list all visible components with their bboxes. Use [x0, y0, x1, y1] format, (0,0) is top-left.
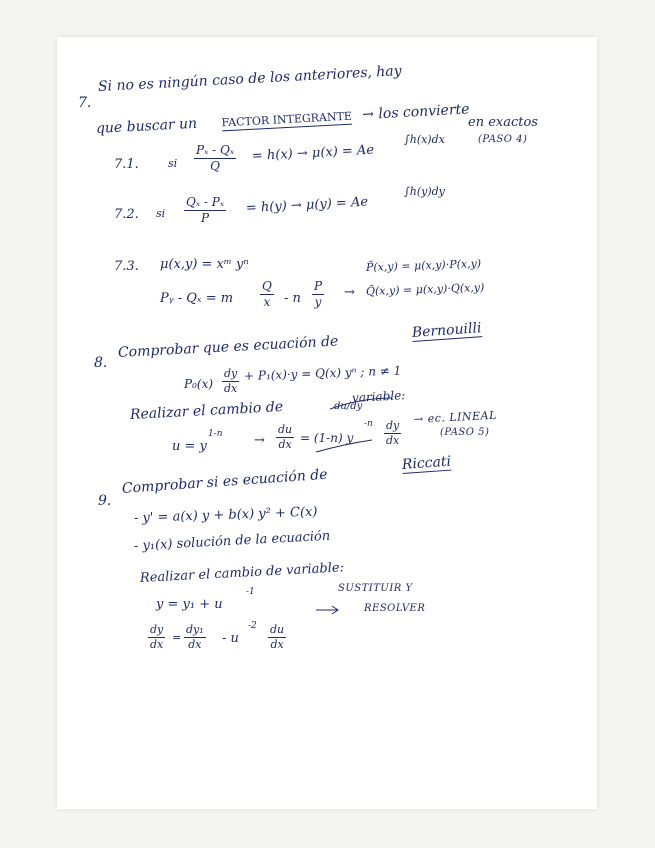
fraction-numerator: du: [278, 423, 293, 436]
annotation: du/dy: [334, 401, 363, 412]
formula-exponent: ∫h(x)dx: [404, 133, 445, 146]
subitem-label: 7.2.: [114, 207, 139, 222]
fraction-numerator: Qₓ - Pₓ: [186, 195, 225, 209]
fraction-denominator: dx: [224, 381, 238, 395]
item-number: 7.: [78, 95, 92, 111]
subitem-label: 7.3.: [114, 259, 139, 274]
formula: μ(x,y) = xᵐ yⁿ: [160, 257, 249, 272]
fraction-denominator: dx: [188, 637, 202, 651]
fraction-numerator: dy: [386, 419, 400, 432]
fraction-numerator: Pₓ - Qₓ: [196, 143, 235, 157]
fraction-denominator: dx: [270, 637, 284, 651]
underlined-term: FACTOR INTEGRANTE: [221, 109, 353, 130]
formula: + P₁(x)·y = Q(x) yⁿ ; n ≠ 1: [243, 363, 402, 383]
step-note: RESOLVER: [364, 603, 426, 614]
fraction-numerator: dy: [150, 623, 164, 636]
formula: Q̃(x,y) = μ(x,y)·Q(x,y): [365, 280, 485, 298]
fraction-numerator: P: [314, 279, 323, 293]
underlined-term: Riccati: [401, 453, 452, 473]
fraction-denominator: dx: [150, 637, 164, 651]
fraction-numerator: dy: [224, 367, 238, 380]
formula: P̃(x,y) = μ(x,y)·P(x,y): [365, 256, 482, 274]
item-number: 9.: [98, 493, 112, 509]
formula: = (1-n) y: [300, 431, 354, 445]
formula-exponent: -1: [246, 587, 255, 597]
formula: u = y: [172, 439, 207, 454]
formula: - u: [222, 631, 239, 646]
formula: = h(y) → μ(y) = Ae: [245, 194, 369, 216]
text-line: Si no es ningún caso de los anteriores, hay: [97, 63, 403, 95]
text-line: en exactos: [468, 115, 538, 130]
formula: Pᵧ - Qₓ = m: [160, 291, 234, 306]
fraction-denominator: Q: [210, 158, 220, 173]
formula: = h(x) → μ(x) = Ae: [251, 142, 375, 164]
step-note: → ec. LINEAL: [413, 408, 498, 426]
formula-exponent: -n: [364, 419, 373, 429]
fraction-denominator: y: [314, 294, 322, 309]
text-fragment: que buscar un: [95, 115, 198, 137]
text-line: Comprobar que es ecuación de: [117, 333, 339, 361]
text-fragment: si: [156, 207, 166, 220]
fraction-denominator: dx: [386, 433, 400, 447]
text-line: Realizar el cambio de: [129, 398, 284, 423]
formula-exponent: 1-n: [208, 429, 223, 439]
fraction-numerator: du: [270, 623, 285, 636]
text-line: Realizar el cambio de variable:: [139, 560, 345, 586]
step-note: SUSTITUIR Y: [338, 583, 413, 594]
fraction-numerator: dy₁: [186, 623, 204, 636]
formula: =: [172, 631, 182, 644]
formula: P₀(x): [184, 377, 214, 391]
text-line: - y₁(x) solución de la ecuación: [133, 528, 331, 554]
fraction-numerator: Q: [262, 279, 272, 293]
fraction-denominator: P: [201, 210, 210, 225]
subitem-label: 7.1.: [114, 157, 139, 172]
formula: - n: [284, 291, 301, 306]
formula: - y' = a(x) y + b(x) y² + C(x): [133, 504, 318, 526]
arrow: →: [254, 433, 265, 448]
formula-exponent: ∫h(y)dy: [404, 185, 445, 198]
formula: y = y₁ + u: [156, 597, 223, 612]
item-number: 8.: [94, 355, 108, 371]
text-fragment: → los convierte: [361, 101, 470, 124]
text-fragment: si: [168, 157, 178, 170]
formula-exponent: -2: [248, 621, 257, 631]
step-note: (PASO 5): [440, 427, 490, 438]
text-line: Comprobar si es ecuación de: [121, 466, 328, 497]
text-fragment: variable:: [351, 388, 406, 405]
underlined-term: Bernouilli: [411, 320, 482, 341]
arrow: →: [344, 285, 355, 300]
fraction-denominator: dx: [278, 437, 292, 451]
fraction-denominator: x: [263, 294, 271, 309]
step-note: (PASO 4): [478, 134, 528, 145]
